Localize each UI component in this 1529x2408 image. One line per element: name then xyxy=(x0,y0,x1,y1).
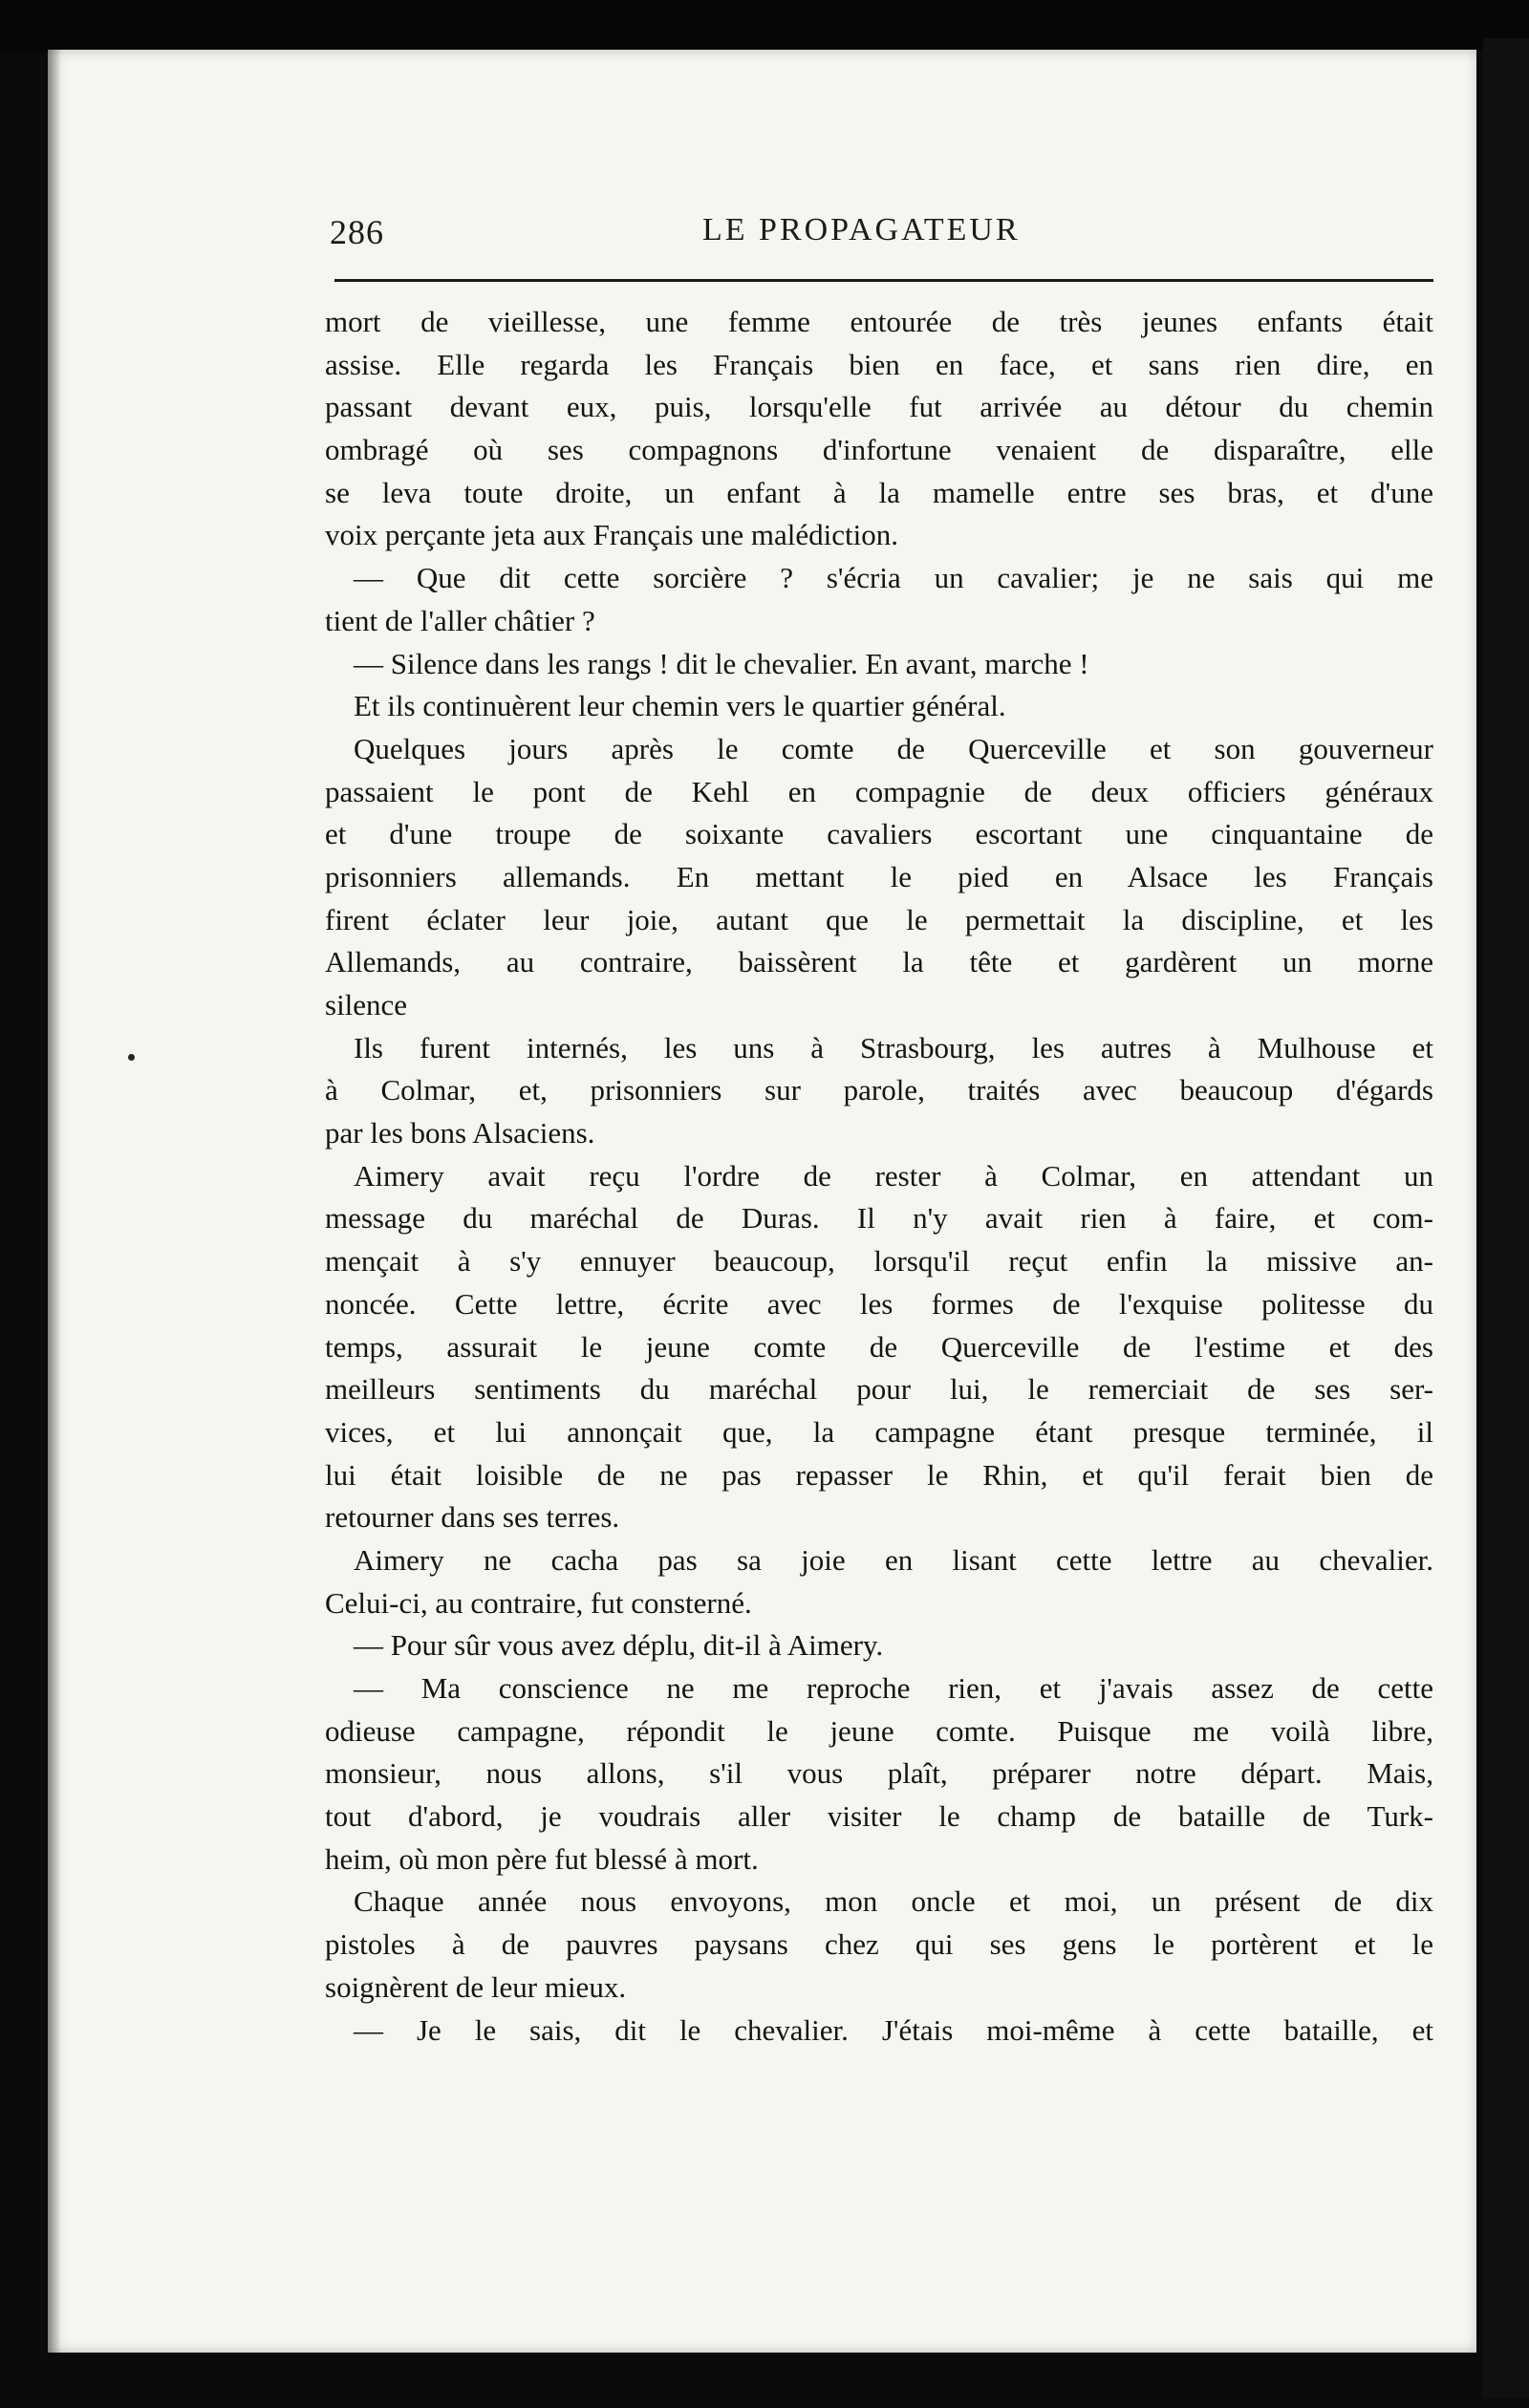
header-rule xyxy=(334,279,1433,282)
text-line: meilleurs sentiments du maréchal pour lui, le remerciait de ses ser- xyxy=(325,1372,1433,1407)
text-line: retourner dans ses terres. xyxy=(325,1500,620,1535)
text-line: soignèrent de leur mieux. xyxy=(325,1969,627,2004)
margin-speck xyxy=(128,1054,135,1061)
text-line: — Silence dans les rangs ! dit le chevalier. En avant, marche ! xyxy=(354,646,1089,680)
text-line: Chaque année nous envoyons, mon oncle et moi, un présent de dix xyxy=(354,1884,1433,1919)
scan-top-border xyxy=(0,0,1529,53)
page-gutter-shadow xyxy=(48,50,61,2353)
text-line: heim, où mon père fut blessé à mort. xyxy=(325,1841,759,1876)
text-line: monsieur, nous allons, s'il vous plaît, préparer notre départ. Mais, xyxy=(325,1756,1433,1791)
text-line: temps, assurait le jeune comte de Querceville de l'estime et des xyxy=(325,1329,1433,1364)
text-line: — Ma conscience ne me reproche rien, et j'avais assez de cette xyxy=(354,1671,1433,1705)
text-line: assise. Elle regarda les Français bien en face, et sans rien dire, en xyxy=(325,347,1433,381)
text-line: Quelques jours après le comte de Querceville et son gouverneur xyxy=(354,731,1433,765)
text-line: Allemands, au contraire, baissèrent la tête et gardèrent un morne xyxy=(325,945,1433,979)
text-line: et d'une troupe de soixante cavaliers escortant une cinquantaine de xyxy=(325,817,1433,851)
text-line: — Je le sais, dit le chevalier. J'étais moi-même à cette bataille, et xyxy=(354,2012,1433,2047)
text-line: silence xyxy=(325,988,408,1021)
text-line: Et ils continuèrent leur chemin vers le quartier général. xyxy=(354,689,1006,723)
text-line: à Colmar, et, prisonniers sur parole, traités avec beaucoup d'égards xyxy=(325,1073,1433,1107)
text-line: message du maréchal de Duras. Il n'y avait rien à faire, et com- xyxy=(325,1201,1433,1236)
text-line: tout d'abord, je voudrais aller visiter le champ de bataille de Turk- xyxy=(325,1799,1433,1834)
text-line: Celui-ci, au contraire, fut consterné. xyxy=(325,1585,752,1620)
text-line: — Pour sûr vous avez déplu, dit-il à Aimery. xyxy=(354,1628,884,1663)
text-line: tient de l'aller châtier ? xyxy=(325,603,595,637)
text-line: Aimery ne cacha pas sa joie en lisant cette lettre au chevalier. xyxy=(354,1542,1433,1577)
scan-right-border xyxy=(1483,38,1529,2398)
body-text xyxy=(325,301,1433,2052)
text-line: — Que dit cette sorcière ? s'écria un cavalier; je ne sais qui me xyxy=(354,561,1433,595)
text-line: mort de vieillesse, une femme entourée de très jeunes enfants était xyxy=(325,305,1433,338)
text-line: mençait à s'y ennuyer beaucoup, lorsqu'il reçut enfin la missive an- xyxy=(325,1244,1433,1279)
text-line: ombragé où ses compagnons d'infortune venaient de disparaître, elle xyxy=(325,433,1433,467)
text-line: passaient le pont de Kehl en compagnie de deux officiers généraux xyxy=(325,774,1433,808)
page-header xyxy=(330,212,1429,266)
text-line: par les bons Alsaciens. xyxy=(325,1116,595,1150)
text-line: Ils furent internés, les uns à Strasbourg, les autres à Mulhouse et xyxy=(354,1030,1433,1064)
text-line: prisonniers allemands. En mettant le pied en Alsace les Français xyxy=(325,859,1433,893)
text-line: firent éclater leur joie, autant que le permettait la discipline, et les xyxy=(325,902,1433,936)
text-line: se leva toute droite, un enfant à la mamelle entre ses bras, et d'une xyxy=(325,475,1433,509)
text-line: odieuse campagne, répondit le jeune comte. Puisque me voilà libre, xyxy=(325,1713,1433,1748)
text-line: noncée. Cette lettre, écrite avec les formes de l'exquise politesse du xyxy=(325,1286,1433,1321)
text-line: passant devant eux, puis, lorsqu'elle fut arrivée au détour du chemin xyxy=(325,390,1433,424)
text-line: pistoles à de pauvres paysans chez qui ses gens le portèrent et le xyxy=(325,1927,1433,1962)
text-line: lui était loisible de ne pas repasser le Rhin, et qu'il ferait bien de xyxy=(325,1457,1433,1492)
page-number: 286 xyxy=(330,213,384,251)
text-line: voix perçante jeta aux Français une malédiction. xyxy=(325,518,898,552)
running-title: LE PROPAGATEUR xyxy=(702,212,1021,247)
text-line: Aimery avait reçu l'ordre de rester à Colmar, en attendant un xyxy=(354,1158,1433,1193)
text-line: vices, et lui annonçait que, la campagne étant presque terminée, il xyxy=(325,1414,1433,1449)
